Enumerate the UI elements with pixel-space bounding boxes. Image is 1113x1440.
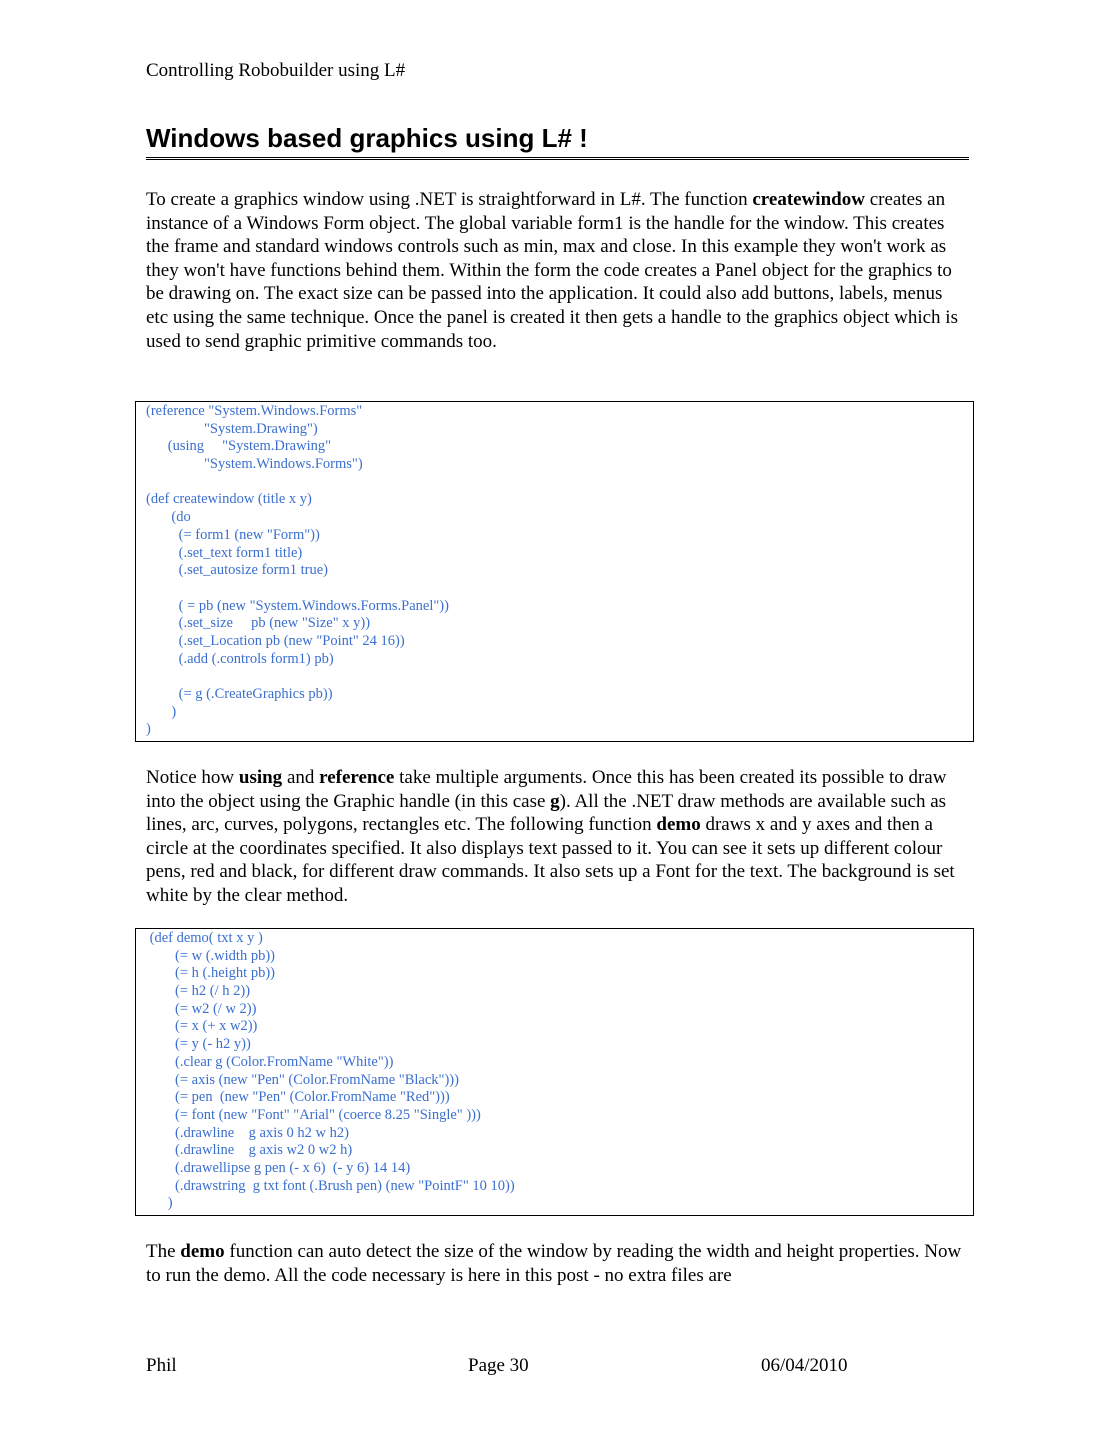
code-line: (.clear g (Color.FromName "White")) xyxy=(146,1053,394,1070)
code-line: (.add (.controls form1) pb) xyxy=(146,650,334,667)
code-line: (using "System.Drawing" xyxy=(146,438,332,455)
page-header: Controlling Robobuilder using L# xyxy=(146,60,406,81)
code-line: ) xyxy=(146,703,177,720)
bold-term-demo: demo xyxy=(180,1241,225,1262)
footer-date: 06/04/2010 xyxy=(761,1355,848,1376)
text-run: creates an instance of a Windows Form object. The global variable form1 is the handle for the window. This creates the frame and standard windows controls such as min, max and close. In this example they won't work as they won't have functions behind them. Within the form the code creates a Panel object for the graphics to be drawing on. The exact size can be passed into the application. It could also add buttons, labels, menus etc using the same technique. Once the panel is created it then gets a handle to the graphics object which is used to send graphic primitive commands too. xyxy=(146,189,958,352)
footer-author: Phil xyxy=(146,1355,177,1376)
bold-term-createwindow: createwindow xyxy=(752,189,865,210)
text-run: draws x and y axes and then a circle at the coordinates specified. It also displays text passed to it. You can see it sets up different colour pens, red and black, for different draw commands. It also sets up a Font for the text. The background is set white by the clear method. xyxy=(146,814,955,906)
code-line: "System.Drawing") xyxy=(146,420,318,437)
code-line xyxy=(146,580,973,598)
code-line: (= x (+ x w2)) xyxy=(146,1018,258,1035)
code-line: ( = pb (new "System.Windows.Forms.Panel")) xyxy=(146,597,449,614)
code-line: (.drawstring g txt font (.Brush pen) (new "PointF" 10 10)) xyxy=(146,1177,515,1194)
text-run: To create a graphics window using .NET is straightforward in L#. The function xyxy=(146,189,753,210)
code-line xyxy=(146,668,973,686)
code-line: (= h (.height pb)) xyxy=(146,965,275,982)
code-line: (.set_Location pb (new "Point" 24 16)) xyxy=(146,632,405,649)
text-run: take multiple arguments. Once this has been created its possible to draw into the object using the Graphic handle (in this case xyxy=(146,767,947,812)
code-line: (def createwindow (title x y) xyxy=(146,491,312,508)
closing-paragraph xyxy=(146,1240,969,1287)
code-line: (.set_size pb (new "Size" x y)) xyxy=(146,615,371,632)
code-line xyxy=(146,474,973,492)
section-heading: Windows based graphics using L# ! xyxy=(146,121,969,160)
code-line: (def demo( txt x y ) xyxy=(146,930,263,946)
code-block-demo xyxy=(135,928,974,1216)
code-line: (= h2 (/ h 2)) xyxy=(146,983,251,1000)
text-run: The xyxy=(146,1241,181,1262)
bold-term-using: using xyxy=(238,767,283,788)
notice-paragraph xyxy=(146,766,969,908)
text-run: function can auto detect the size of the window by reading the width and height properties. Now to run the demo. All the code necessary is here in this post - no extra files are xyxy=(146,1241,962,1286)
code-line: (= y (- h2 y)) xyxy=(146,1036,251,1053)
code-line: (.drawellipse g pen (- x 6) (- y 6) 14 14) xyxy=(146,1159,411,1176)
code-line: "System.Windows.Forms") xyxy=(146,456,363,473)
code-line: (= w (.width pb)) xyxy=(146,947,275,964)
code-line: (.drawline g axis w2 0 w2 h) xyxy=(146,1142,353,1159)
text-run: Notice how xyxy=(146,767,239,788)
code-line: (reference "System.Windows.Forms" xyxy=(146,403,363,419)
code-line: (do xyxy=(146,509,191,526)
code-line: (= w2 (/ w 2)) xyxy=(146,1000,257,1017)
text-run: ). All the .NET draw methods are available such as lines, arc, curves, polygons, rectangles etc. The following function xyxy=(146,790,947,836)
code-line: ) xyxy=(146,1195,173,1212)
code-line: (= g (.CreateGraphics pb)) xyxy=(146,686,333,702)
code-line: (.drawline g axis 0 h2 w h2) xyxy=(146,1124,349,1141)
footer-page-number: Page 30 xyxy=(468,1355,529,1376)
bold-term-reference: reference xyxy=(319,767,395,788)
code-line: (= form1 (new "Form")) xyxy=(146,526,320,543)
intro-paragraph xyxy=(146,188,969,353)
code-line: (= font (new "Font" "Arial" (coerce 8.25 "Single" ))) xyxy=(146,1106,481,1123)
code-line: (= pen (new "Pen" (Color.FromName "Red"))) xyxy=(146,1089,450,1106)
bold-term-g: g xyxy=(550,790,560,812)
code-block-createwindow xyxy=(135,401,974,742)
code-line: (.set_autosize form1 true) xyxy=(146,562,329,579)
code-line: (.set_text form1 title) xyxy=(146,544,303,561)
text-run: and xyxy=(282,767,320,788)
code-line: ) xyxy=(146,721,151,738)
bold-term-demo: demo xyxy=(656,814,701,836)
code-line: (= axis (new "Pen" (Color.FromName "Black"))) xyxy=(146,1071,459,1088)
